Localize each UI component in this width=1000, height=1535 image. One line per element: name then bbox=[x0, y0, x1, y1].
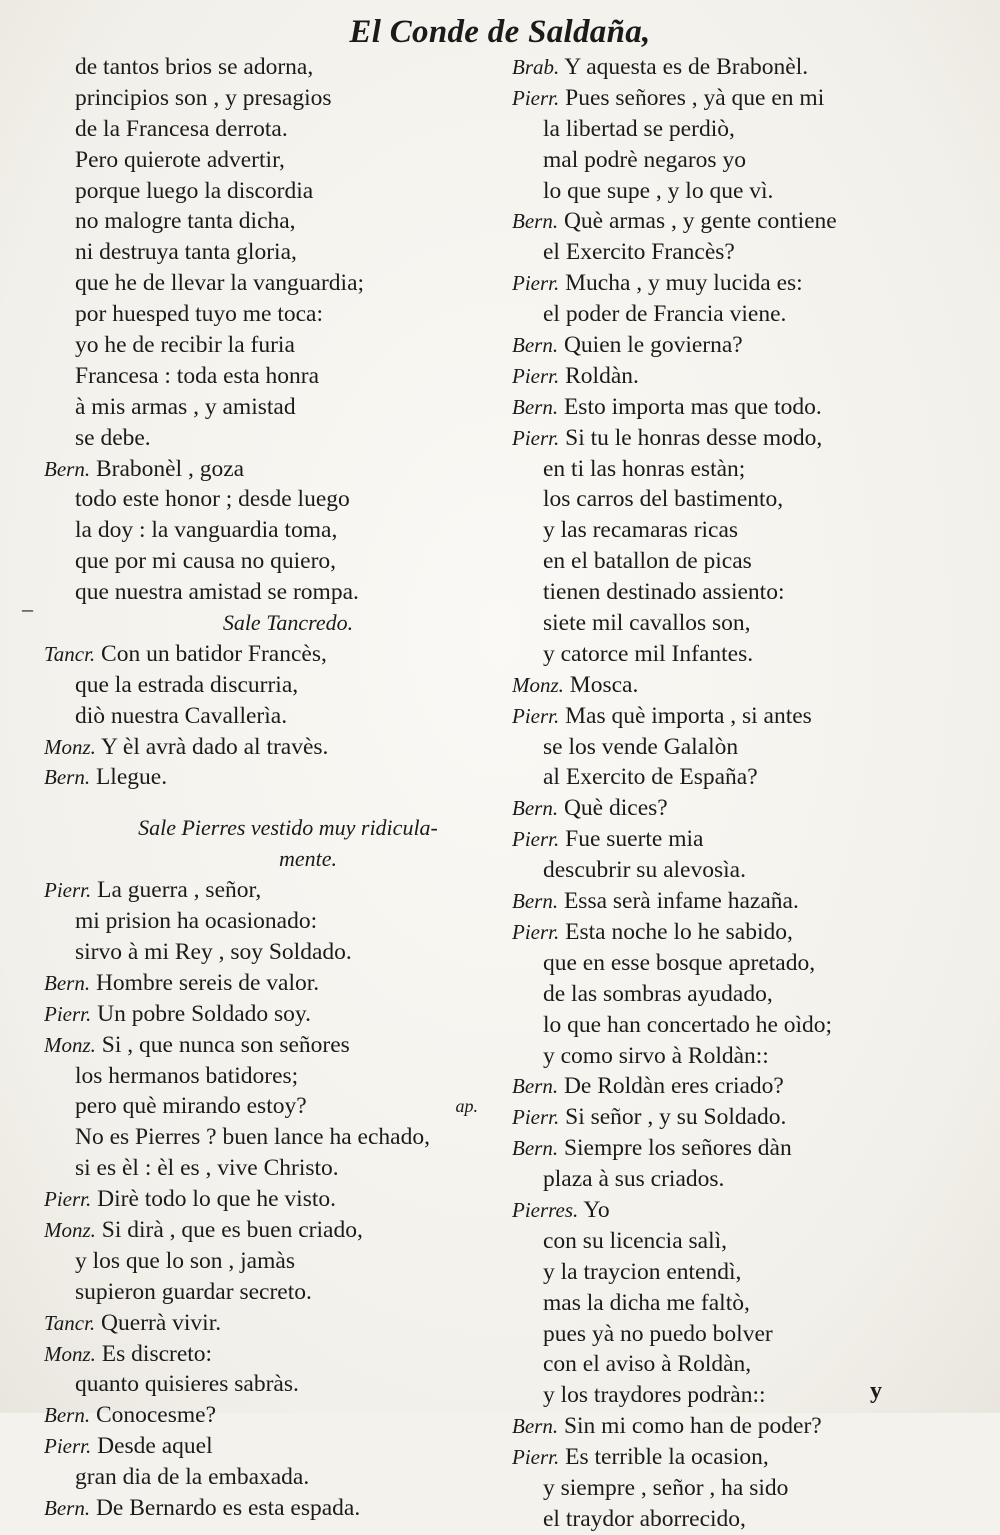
verse-line bbox=[512, 1041, 980, 1072]
verse-text: Hombre sereis de valor. bbox=[95, 969, 320, 996]
verse-line bbox=[512, 237, 980, 268]
speech-line bbox=[512, 392, 980, 423]
stage-direction: Sale Pierres vestido muy ridicula- bbox=[138, 815, 438, 841]
speaker-label: Brab. bbox=[512, 55, 560, 79]
speaker-label: Pierr. bbox=[512, 1445, 560, 1470]
verse-text: Pues señores , yà que en mi bbox=[565, 84, 825, 111]
verse-line bbox=[512, 1504, 980, 1535]
verse-line bbox=[44, 392, 512, 423]
verse-text: de la Francesa derrota. bbox=[75, 115, 288, 142]
verse-text: Roldàn. bbox=[565, 362, 639, 389]
verse-text: De Bernardo es esta espada. bbox=[95, 1494, 361, 1521]
speaker-label: Bern. bbox=[512, 1414, 559, 1439]
verse-text: al Exercito de España? bbox=[543, 764, 758, 791]
speech-line bbox=[512, 361, 980, 392]
speaker-label: Bern. bbox=[512, 333, 559, 358]
verse-text: Con un batidor Francès, bbox=[101, 640, 327, 667]
verse-line bbox=[512, 1473, 980, 1504]
verse-text: el poder de Francia viene. bbox=[543, 301, 787, 328]
verse-text: supieron guardar secreto. bbox=[75, 1278, 312, 1305]
verse-text: Esto importa mas que todo. bbox=[563, 393, 822, 420]
verse-text: Quien le govierna? bbox=[563, 332, 743, 359]
stage-direction: mente. bbox=[278, 846, 338, 872]
speech-line bbox=[44, 732, 512, 763]
text-column-right bbox=[512, 52, 980, 1535]
speaker-label: Pierr. bbox=[512, 271, 560, 296]
speaker-label: Pierr. bbox=[44, 878, 92, 903]
verse-text: el Exercito Francès? bbox=[543, 239, 735, 266]
verse-text: la doy : la vanguardia toma, bbox=[75, 517, 338, 544]
verse-text: Es terrible la ocasion, bbox=[565, 1444, 769, 1471]
verse-text: yo he de recibir la furia bbox=[75, 332, 295, 359]
verse-text: que en esse bosque apretado, bbox=[543, 949, 816, 976]
verse-text: no malogre tanta dicha, bbox=[75, 208, 296, 235]
verse-text: Sin mi como han de poder? bbox=[563, 1413, 822, 1440]
verse-text: Dirè todo lo que he visto. bbox=[97, 1186, 337, 1213]
verse-text: Esta noche lo he sabido, bbox=[565, 918, 793, 945]
verse-line bbox=[44, 299, 512, 330]
verse-text: Un pobre Soldado soy. bbox=[97, 1000, 312, 1027]
verse-text: descubrir su alevosìa. bbox=[543, 857, 746, 884]
verse-line bbox=[512, 546, 980, 577]
verse-text: de tantos brios se adorna, bbox=[75, 54, 314, 80]
verse-text: Què dices? bbox=[563, 795, 668, 822]
speech-line bbox=[512, 83, 980, 114]
speaker-label: Bern. bbox=[44, 1403, 91, 1428]
speech-line bbox=[44, 968, 512, 999]
verse-text: Essa serà infame hazaña. bbox=[563, 888, 799, 915]
verse-text: Pero quierote advertir, bbox=[75, 146, 285, 173]
speaker-label: Pierr. bbox=[512, 919, 560, 944]
speech-line bbox=[512, 793, 980, 824]
verse-line bbox=[512, 1349, 980, 1380]
verse-line bbox=[44, 1122, 512, 1153]
speech-line bbox=[44, 1184, 512, 1215]
verse-line bbox=[44, 1277, 512, 1308]
speaker-label: Pierr. bbox=[512, 1105, 560, 1130]
verse-line bbox=[44, 1246, 512, 1277]
verse-text: pero què mirando estoy? bbox=[75, 1093, 307, 1120]
speech-line bbox=[44, 999, 512, 1030]
verse-text: tienen destinado assiento: bbox=[543, 579, 785, 606]
speech-line bbox=[512, 886, 980, 917]
speaker-label: Pierr. bbox=[44, 1001, 92, 1026]
verse-text: si es èl : èl es , vive Christo. bbox=[75, 1155, 339, 1182]
speech-line bbox=[512, 206, 980, 237]
verse-text: La guerra , señor, bbox=[97, 877, 262, 904]
verse-line bbox=[44, 937, 512, 968]
running-title: El Conde de Saldaña, bbox=[349, 14, 651, 50]
verse-text: Francesa : toda esta honra bbox=[75, 362, 320, 389]
verse-text: se los vende Galalòn bbox=[543, 733, 739, 760]
verse-text: Si tu le honras desse modo, bbox=[565, 424, 823, 451]
verse-line bbox=[512, 1288, 980, 1319]
verse-line bbox=[44, 237, 512, 268]
verse-text: los carros del bastimento, bbox=[543, 486, 784, 513]
verse-line bbox=[44, 1061, 512, 1092]
verse-line bbox=[512, 1257, 980, 1288]
verse-line bbox=[44, 145, 512, 176]
verse-line bbox=[44, 1091, 512, 1122]
verse-line bbox=[44, 206, 512, 237]
verse-text: y catorce mil Infantes. bbox=[543, 640, 754, 667]
verse-line bbox=[44, 52, 512, 83]
verse-line bbox=[44, 546, 512, 577]
verse-text: Brabonèl , goza bbox=[95, 455, 245, 482]
speech-line bbox=[512, 52, 980, 83]
verse-text: Y aquesta es de Brabonèl. bbox=[564, 54, 809, 80]
verse-text: ni destruya tanta gloria, bbox=[75, 239, 297, 266]
verse-text: Mucha , y muy lucida es: bbox=[565, 270, 803, 297]
speech-line bbox=[512, 268, 980, 299]
verse-text: Fue suerte mia bbox=[565, 826, 704, 853]
speech-line bbox=[44, 875, 512, 906]
catchword: y bbox=[870, 1378, 882, 1404]
speech-line bbox=[44, 1431, 512, 1462]
verse-line bbox=[512, 639, 980, 670]
verse-text: que por mi causa no quiero, bbox=[75, 548, 337, 575]
verse-line bbox=[44, 83, 512, 114]
speech-line bbox=[512, 917, 980, 948]
verse-text: sirvo à mi Rey , soy Soldado. bbox=[75, 938, 352, 965]
verse-text: lo que han concertado he oìdo; bbox=[543, 1011, 833, 1038]
verse-line bbox=[44, 577, 512, 608]
verse-text: siete mil cavallos son, bbox=[543, 610, 751, 637]
speaker-label: Tancr. bbox=[44, 641, 96, 666]
speech-line bbox=[512, 670, 980, 701]
verse-text: con su licencia salì, bbox=[543, 1227, 728, 1254]
line-gap bbox=[44, 793, 512, 813]
speech-line bbox=[512, 1442, 980, 1473]
speech-line bbox=[44, 1215, 512, 1246]
speech-line bbox=[512, 701, 980, 732]
verse-line bbox=[512, 114, 980, 145]
verse-text: plaza à sus criados. bbox=[543, 1166, 725, 1193]
verse-text: gran dia de la embaxada. bbox=[75, 1464, 310, 1491]
verse-text: y los traydores podràn:: bbox=[543, 1382, 766, 1409]
verse-line bbox=[512, 515, 980, 546]
verse-text: Llegue. bbox=[95, 764, 168, 791]
verse-line bbox=[44, 423, 512, 454]
verse-line bbox=[44, 330, 512, 361]
verse-text: Y èl avrà dado al travès. bbox=[100, 733, 329, 760]
verse-text: Mas què importa , si antes bbox=[565, 702, 812, 729]
verse-text: pues yà no puedo bolver bbox=[543, 1320, 773, 1347]
verse-line bbox=[512, 1010, 980, 1041]
speaker-label: Pierr. bbox=[44, 1434, 92, 1459]
speech-line bbox=[44, 1308, 512, 1339]
verse-line bbox=[512, 299, 980, 330]
verse-text: Si señor , y su Soldado. bbox=[565, 1104, 787, 1131]
speaker-label: Monz. bbox=[44, 1032, 96, 1057]
speaker-label: Bern. bbox=[512, 889, 559, 914]
verse-line bbox=[512, 145, 980, 176]
speaker-label: Pierr. bbox=[512, 363, 560, 388]
verse-text: que nuestra amistad se rompa. bbox=[75, 579, 359, 606]
speaker-label: Monz. bbox=[44, 734, 96, 759]
verse-line bbox=[512, 855, 980, 886]
verse-text: de las sombras ayudado, bbox=[543, 980, 773, 1007]
verse-text: Desde aquel bbox=[97, 1433, 213, 1460]
verse-text: se debe. bbox=[75, 424, 151, 451]
speaker-label: Pierr. bbox=[512, 703, 560, 728]
speaker-label: Bern. bbox=[512, 1074, 559, 1099]
verse-line bbox=[512, 608, 980, 639]
verse-line bbox=[512, 732, 980, 763]
verse-text: No es Pierres ? buen lance ha echado, bbox=[75, 1124, 430, 1151]
speaker-label: Pierr. bbox=[512, 827, 560, 852]
speaker-label: Monz. bbox=[44, 1217, 96, 1242]
speech-line bbox=[512, 1102, 980, 1133]
verse-text: Mosca. bbox=[569, 671, 639, 698]
verse-text: lo que supe , y lo que vì. bbox=[543, 177, 774, 204]
speaker-label: Bern. bbox=[44, 456, 91, 481]
verse-line bbox=[512, 762, 980, 793]
verse-line bbox=[44, 515, 512, 546]
verse-line bbox=[512, 1226, 980, 1257]
verse-line bbox=[512, 484, 980, 515]
verse-text: Si dirà , que es buen criado, bbox=[101, 1216, 363, 1243]
verse-text: en el batallon de picas bbox=[543, 548, 752, 575]
verse-text: todo este honor ; desde luego bbox=[75, 486, 350, 513]
verse-text: Querrà vivir. bbox=[101, 1309, 222, 1336]
verse-line bbox=[44, 268, 512, 299]
verse-line bbox=[44, 1153, 512, 1184]
text-column-left bbox=[44, 52, 512, 1524]
speaker-label: Pierr. bbox=[44, 1187, 92, 1212]
speaker-label: Pierr. bbox=[512, 425, 560, 450]
speech-line bbox=[512, 330, 980, 361]
verse-line bbox=[512, 1164, 980, 1195]
verse-text: que he de llevar la vanguardia; bbox=[75, 270, 365, 297]
verse-line bbox=[44, 361, 512, 392]
verse-line bbox=[44, 670, 512, 701]
verse-text: De Roldàn eres criado? bbox=[563, 1073, 784, 1100]
verse-line bbox=[44, 701, 512, 732]
verse-text: Què armas , y gente contiene bbox=[563, 208, 837, 235]
speech-line bbox=[44, 639, 512, 670]
speaker-label: Bern. bbox=[44, 970, 91, 995]
verse-line bbox=[512, 948, 980, 979]
verse-text: à mis armas , y amistad bbox=[75, 393, 296, 420]
speech-line bbox=[44, 1400, 512, 1431]
verse-text: y la traycion entendì, bbox=[543, 1258, 742, 1285]
verse-text: y siempre , señor , ha sido bbox=[543, 1474, 789, 1501]
verse-line bbox=[44, 1369, 512, 1400]
speaker-label: Bern. bbox=[44, 1495, 91, 1520]
verse-text: por huesped tuyo me toca: bbox=[75, 301, 323, 328]
verse-text: en ti las honras estàn; bbox=[543, 455, 746, 482]
speech-line bbox=[44, 1493, 512, 1524]
verse-text: Siempre los señores dàn bbox=[563, 1135, 792, 1162]
verse-text: mi prision ha ocasionado: bbox=[75, 908, 318, 935]
verse-text: que la estrada discurria, bbox=[75, 671, 299, 698]
verse-line bbox=[44, 906, 512, 937]
verse-line bbox=[512, 979, 980, 1010]
speaker-label: Monz. bbox=[44, 1341, 96, 1366]
verse-text: mal podrè negaros yo bbox=[543, 146, 746, 173]
verse-line bbox=[512, 1380, 980, 1411]
verse-line bbox=[44, 114, 512, 145]
verse-text: quanto quisieres sabràs. bbox=[75, 1371, 299, 1398]
speech-line bbox=[512, 1071, 980, 1102]
speech-line bbox=[512, 1133, 980, 1164]
speech-line bbox=[512, 1195, 980, 1226]
verse-text: Si , que nunca son señores bbox=[101, 1031, 350, 1058]
verse-text: el traydor aborrecido, bbox=[543, 1505, 746, 1532]
verse-text: y como sirvo à Roldàn:: bbox=[543, 1042, 769, 1069]
verse-text: Conocesme? bbox=[95, 1402, 217, 1429]
verse-text: Yo bbox=[583, 1196, 610, 1223]
speaker-label: Pierr. bbox=[512, 85, 560, 110]
speech-line bbox=[44, 454, 512, 485]
speaker-label: Pierres. bbox=[512, 1197, 579, 1222]
verse-text: Es discreto: bbox=[101, 1340, 213, 1367]
verse-text: y las recamaras ricas bbox=[543, 517, 739, 544]
speaker-label: Bern. bbox=[512, 209, 559, 234]
speech-line bbox=[512, 423, 980, 454]
speaker-label: Bern. bbox=[512, 394, 559, 419]
speech-line bbox=[44, 1339, 512, 1370]
speaker-label: Tancr. bbox=[44, 1310, 96, 1335]
verse-text: principios son , y presagios bbox=[75, 84, 332, 111]
aside-marker: ap. bbox=[455, 1096, 478, 1117]
speaker-label: Bern. bbox=[512, 796, 559, 821]
verse-line bbox=[512, 1319, 980, 1350]
margin-mark: – bbox=[22, 596, 33, 621]
speaker-label: Bern. bbox=[512, 1136, 559, 1161]
verse-line bbox=[512, 454, 980, 485]
verse-text: diò nuestra Cavallerìa. bbox=[75, 702, 288, 729]
speaker-label: Monz. bbox=[512, 672, 564, 697]
verse-line bbox=[44, 484, 512, 515]
speaker-label: Bern. bbox=[44, 765, 91, 790]
speech-line bbox=[512, 824, 980, 855]
verse-line bbox=[44, 176, 512, 207]
speech-line bbox=[512, 1411, 980, 1442]
speech-line bbox=[44, 762, 512, 793]
verse-line bbox=[512, 577, 980, 608]
verse-text: y los que lo son , jamàs bbox=[75, 1247, 295, 1274]
speech-line bbox=[44, 1030, 512, 1061]
verse-text: la libertad se perdiò, bbox=[543, 115, 735, 142]
verse-text: mas la dicha me faltò, bbox=[543, 1289, 750, 1316]
verse-line bbox=[512, 176, 980, 207]
verse-text: los hermanos batidores; bbox=[75, 1062, 299, 1089]
verse-text: con el aviso à Roldàn, bbox=[543, 1351, 752, 1378]
stage-direction: Sale Tancredo. bbox=[222, 610, 354, 636]
verse-line bbox=[44, 1462, 512, 1493]
verse-text: porque luego la discordia bbox=[75, 177, 314, 204]
